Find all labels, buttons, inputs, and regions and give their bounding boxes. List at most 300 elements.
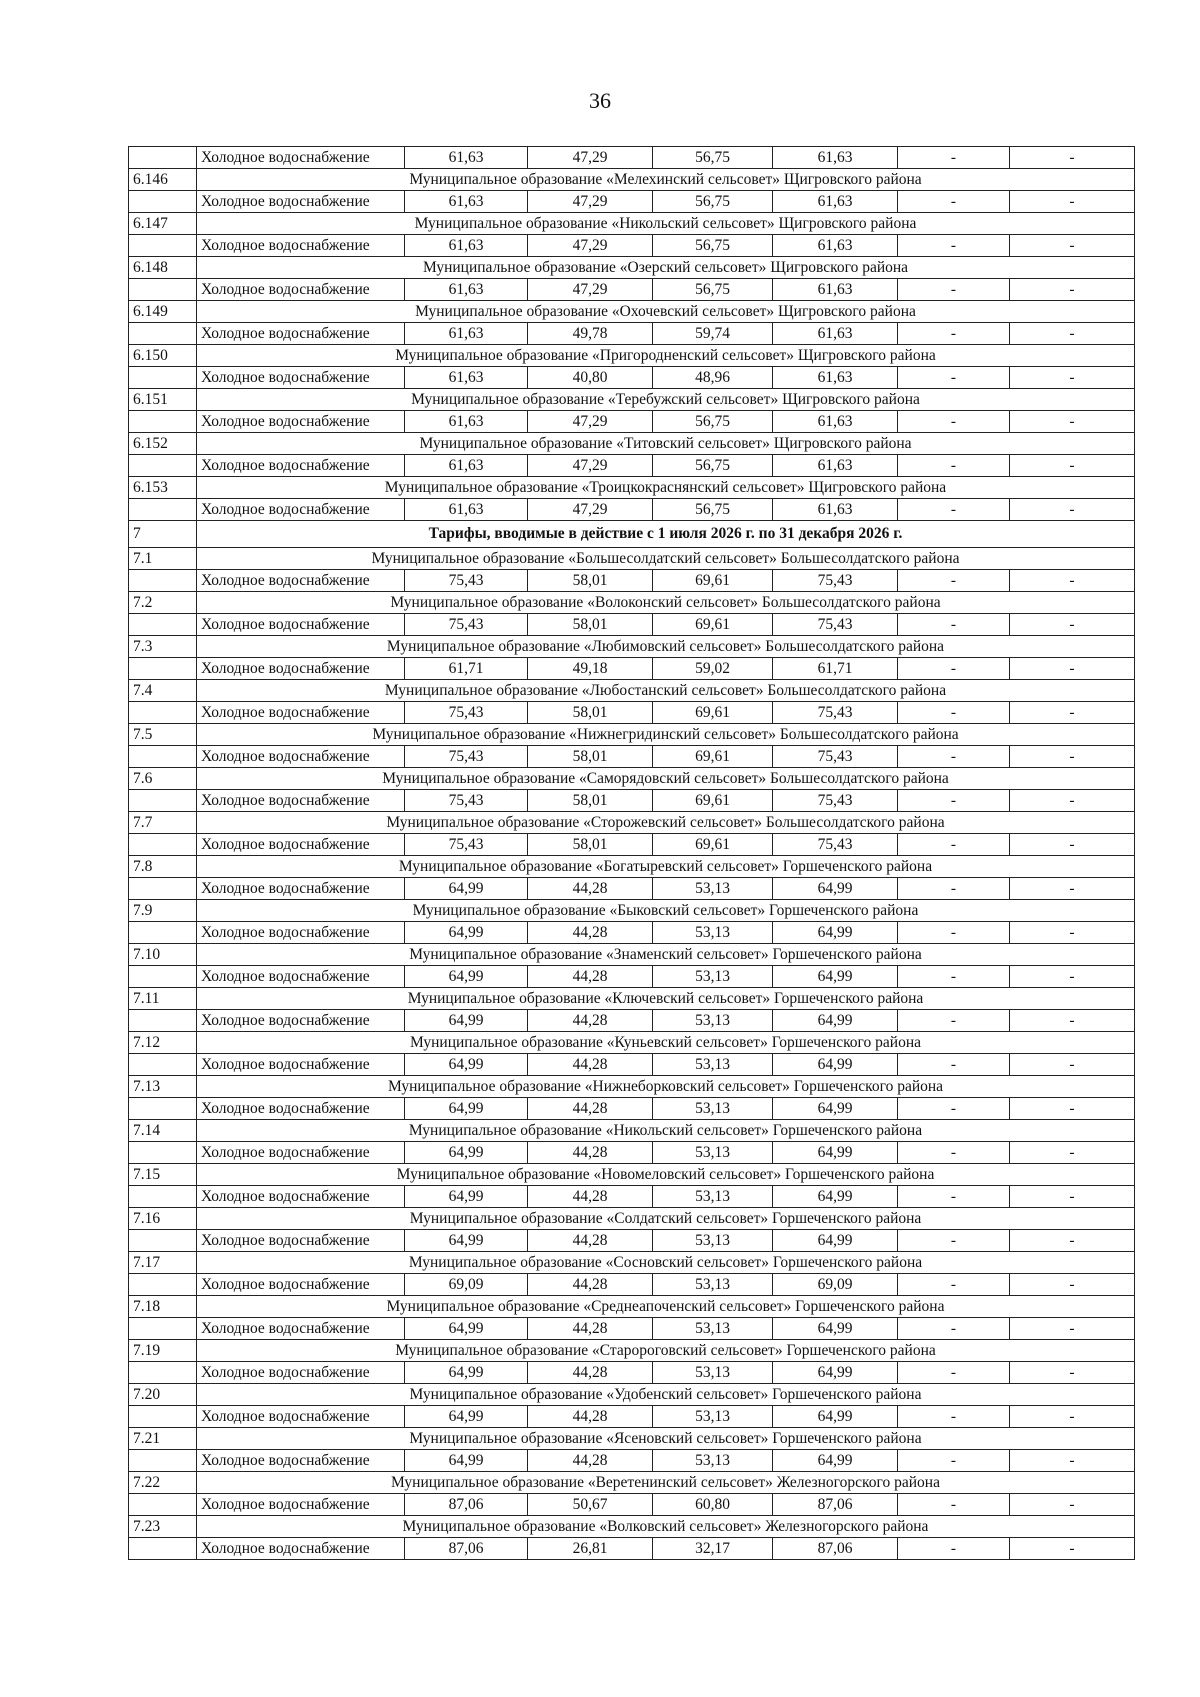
municipality-row xyxy=(129,724,1135,746)
tariff-value-cell: 75,43 xyxy=(773,614,898,636)
row-number-cell xyxy=(129,1494,197,1516)
service-name-cell: Холодное водоснабжение xyxy=(197,235,405,257)
service-name-cell: Холодное водоснабжение xyxy=(197,1406,405,1428)
tariff-value-cell: 69,61 xyxy=(653,746,773,768)
tariff-value-cell: - xyxy=(898,411,1010,433)
row-number-cell: 6.153 xyxy=(129,477,197,499)
tariff-value-cell: 61,63 xyxy=(405,367,528,389)
service-name-cell: Холодное водоснабжение xyxy=(197,1142,405,1164)
tariff-row xyxy=(129,746,1135,768)
tariff-value-cell: 75,43 xyxy=(773,834,898,856)
row-number-cell xyxy=(129,1274,197,1296)
tariff-value-cell: 53,13 xyxy=(653,1230,773,1252)
tariff-value-cell: 58,01 xyxy=(528,834,653,856)
municipality-name-cell: Муниципальное образование «Среднеапоченский сельсовет» Горшеченского района xyxy=(197,1296,1135,1318)
section-title-cell: Тарифы, вводимые в действие с 1 июля 2026 г. по 31 декабря 2026 г. xyxy=(197,521,1135,548)
tariff-row xyxy=(129,1538,1135,1560)
tariff-row xyxy=(129,1362,1135,1384)
municipality-row xyxy=(129,1208,1135,1230)
tariff-value-cell: 53,13 xyxy=(653,1450,773,1472)
tariff-row xyxy=(129,658,1135,680)
tariff-value-cell: 64,99 xyxy=(773,966,898,988)
tariff-value-cell: - xyxy=(1010,834,1135,856)
service-name-cell: Холодное водоснабжение xyxy=(197,1186,405,1208)
tariff-value-cell: 75,43 xyxy=(405,790,528,812)
service-name-cell: Холодное водоснабжение xyxy=(197,966,405,988)
row-number-cell: 6.147 xyxy=(129,213,197,235)
row-number-cell: 7.9 xyxy=(129,900,197,922)
service-name-cell: Холодное водоснабжение xyxy=(197,790,405,812)
tariff-value-cell: 61,63 xyxy=(773,411,898,433)
tariff-value-cell: - xyxy=(898,878,1010,900)
row-number-cell xyxy=(129,878,197,900)
tariff-value-cell: 58,01 xyxy=(528,746,653,768)
tariff-row xyxy=(129,702,1135,724)
tariff-value-cell: - xyxy=(1010,323,1135,345)
tariff-value-cell: - xyxy=(1010,279,1135,301)
row-number-cell: 7.6 xyxy=(129,768,197,790)
tariff-value-cell: 53,13 xyxy=(653,1362,773,1384)
tariff-value-cell: - xyxy=(898,1142,1010,1164)
tariff-value-cell: 32,17 xyxy=(653,1538,773,1560)
tariff-value-cell: - xyxy=(898,1186,1010,1208)
municipality-row xyxy=(129,257,1135,279)
tariff-row xyxy=(129,1494,1135,1516)
tariff-row xyxy=(129,147,1135,169)
service-name-cell: Холодное водоснабжение xyxy=(197,499,405,521)
tariff-value-cell: - xyxy=(1010,922,1135,944)
row-number-cell: 7.18 xyxy=(129,1296,197,1318)
tariff-row xyxy=(129,191,1135,213)
municipality-row xyxy=(129,988,1135,1010)
service-name-cell: Холодное водоснабжение xyxy=(197,1274,405,1296)
service-name-cell: Холодное водоснабжение xyxy=(197,323,405,345)
row-number-cell xyxy=(129,1450,197,1472)
tariff-row xyxy=(129,279,1135,301)
row-number-cell: 7.15 xyxy=(129,1164,197,1186)
row-number-cell: 7.20 xyxy=(129,1384,197,1406)
service-name-cell: Холодное водоснабжение xyxy=(197,834,405,856)
row-number-cell xyxy=(129,147,197,169)
row-number-cell: 6.146 xyxy=(129,169,197,191)
row-number-cell xyxy=(129,922,197,944)
tariff-row xyxy=(129,614,1135,636)
tariff-row xyxy=(129,1450,1135,1472)
tariff-value-cell: - xyxy=(898,455,1010,477)
tariff-value-cell: 47,29 xyxy=(528,411,653,433)
row-number-cell xyxy=(129,323,197,345)
row-number-cell xyxy=(129,790,197,812)
tariff-value-cell: - xyxy=(1010,878,1135,900)
row-number-cell: 7.13 xyxy=(129,1076,197,1098)
tariff-value-cell: 44,28 xyxy=(528,1450,653,1472)
tariff-value-cell: 56,75 xyxy=(653,455,773,477)
row-number-cell xyxy=(129,1010,197,1032)
row-number-cell xyxy=(129,1538,197,1560)
tariff-value-cell: - xyxy=(1010,1054,1135,1076)
tariff-value-cell: 47,29 xyxy=(528,191,653,213)
tariff-value-cell: 61,63 xyxy=(405,235,528,257)
tariff-value-cell: 61,71 xyxy=(405,658,528,680)
tariff-value-cell: 69,61 xyxy=(653,570,773,592)
tariff-value-cell: - xyxy=(898,235,1010,257)
municipality-row xyxy=(129,345,1135,367)
tariff-value-cell: 44,28 xyxy=(528,1054,653,1076)
row-number-cell xyxy=(129,499,197,521)
tariff-value-cell: 69,09 xyxy=(405,1274,528,1296)
row-number-cell xyxy=(129,455,197,477)
tariff-value-cell: - xyxy=(898,1098,1010,1120)
tariff-value-cell: 64,99 xyxy=(405,1142,528,1164)
row-number-cell xyxy=(129,1098,197,1120)
tariff-value-cell: - xyxy=(1010,570,1135,592)
row-number-cell xyxy=(129,411,197,433)
tariff-value-cell: 75,43 xyxy=(773,746,898,768)
row-number-cell xyxy=(129,658,197,680)
tariff-value-cell: - xyxy=(1010,1406,1135,1428)
tariff-value-cell: 69,61 xyxy=(653,702,773,724)
service-name-cell: Холодное водоснабжение xyxy=(197,570,405,592)
tariff-value-cell: 61,63 xyxy=(405,455,528,477)
tariff-value-cell: 61,63 xyxy=(405,411,528,433)
tariff-value-cell: 64,99 xyxy=(405,1362,528,1384)
service-name-cell: Холодное водоснабжение xyxy=(197,1450,405,1472)
municipality-name-cell: Муниципальное образование «Волковский сельсовет» Железногорского района xyxy=(197,1516,1135,1538)
tariff-value-cell: 44,28 xyxy=(528,1318,653,1340)
tariff-value-cell: 58,01 xyxy=(528,614,653,636)
row-number-cell: 7.10 xyxy=(129,944,197,966)
tariff-value-cell: - xyxy=(1010,1142,1135,1164)
row-number-cell xyxy=(129,1362,197,1384)
tariff-value-cell: 87,06 xyxy=(773,1494,898,1516)
tariff-value-cell: - xyxy=(1010,1230,1135,1252)
tariff-value-cell: 87,06 xyxy=(405,1494,528,1516)
municipality-row xyxy=(129,636,1135,658)
service-name-cell: Холодное водоснабжение xyxy=(197,614,405,636)
tariff-value-cell: - xyxy=(1010,1010,1135,1032)
row-number-cell xyxy=(129,570,197,592)
tariff-row xyxy=(129,323,1135,345)
tariff-value-cell: - xyxy=(1010,367,1135,389)
tariff-value-cell: 61,63 xyxy=(773,147,898,169)
tariff-value-cell: - xyxy=(1010,499,1135,521)
tariff-value-cell: 53,13 xyxy=(653,1318,773,1340)
tariff-value-cell: - xyxy=(898,1054,1010,1076)
tariff-value-cell: 75,43 xyxy=(773,702,898,724)
row-number-cell xyxy=(129,1054,197,1076)
tariff-value-cell: 50,67 xyxy=(528,1494,653,1516)
tariff-value-cell: 56,75 xyxy=(653,191,773,213)
tariff-value-cell: 64,99 xyxy=(773,1318,898,1340)
row-number-cell: 6.150 xyxy=(129,345,197,367)
tariff-value-cell: - xyxy=(898,746,1010,768)
municipality-name-cell: Муниципальное образование «Мелехинский сельсовет» Щигровского района xyxy=(197,169,1135,191)
section-header-row xyxy=(129,521,1135,548)
tariff-value-cell: - xyxy=(898,147,1010,169)
tariff-value-cell: 48,96 xyxy=(653,367,773,389)
tariff-value-cell: 44,28 xyxy=(528,1274,653,1296)
tariff-value-cell: 64,99 xyxy=(405,1230,528,1252)
row-number-cell xyxy=(129,746,197,768)
service-name-cell: Холодное водоснабжение xyxy=(197,1538,405,1560)
tariff-value-cell: 58,01 xyxy=(528,790,653,812)
tariff-value-cell: - xyxy=(1010,1362,1135,1384)
tariff-value-cell: 61,63 xyxy=(405,323,528,345)
municipality-name-cell: Муниципальное образование «Ясеновский сельсовет» Горшеченского района xyxy=(197,1428,1135,1450)
municipality-row xyxy=(129,1164,1135,1186)
row-number-cell: 6.148 xyxy=(129,257,197,279)
tariff-value-cell: 61,63 xyxy=(773,499,898,521)
municipality-name-cell: Муниципальное образование «Никольский сельсовет» Щигровского района xyxy=(197,213,1135,235)
tariff-value-cell: - xyxy=(1010,1494,1135,1516)
row-number-cell: 7.21 xyxy=(129,1428,197,1450)
tariff-value-cell: - xyxy=(1010,455,1135,477)
tariff-value-cell: - xyxy=(898,702,1010,724)
tariff-value-cell: - xyxy=(898,279,1010,301)
tariff-row xyxy=(129,499,1135,521)
tariff-value-cell: 56,75 xyxy=(653,147,773,169)
tariff-table-body xyxy=(129,147,1135,1560)
row-number-cell: 7.22 xyxy=(129,1472,197,1494)
tariff-row xyxy=(129,790,1135,812)
tariff-value-cell: 64,99 xyxy=(773,878,898,900)
tariff-value-cell: 47,29 xyxy=(528,499,653,521)
municipality-row xyxy=(129,1340,1135,1362)
tariff-value-cell: 61,63 xyxy=(773,279,898,301)
tariff-row xyxy=(129,1054,1135,1076)
tariff-value-cell: 58,01 xyxy=(528,570,653,592)
municipality-name-cell: Муниципальное образование «Озерский сельсовет» Щигровского района xyxy=(197,257,1135,279)
municipality-name-cell: Муниципальное образование «Любостанский сельсовет» Большесолдатского района xyxy=(197,680,1135,702)
tariff-value-cell: 47,29 xyxy=(528,147,653,169)
service-name-cell: Холодное водоснабжение xyxy=(197,922,405,944)
tariff-value-cell: 75,43 xyxy=(405,570,528,592)
row-number-cell: 7.11 xyxy=(129,988,197,1010)
tariff-value-cell: - xyxy=(898,1318,1010,1340)
municipality-row xyxy=(129,1516,1135,1538)
municipality-name-cell: Муниципальное образование «Знаменский сельсовет» Горшеченского района xyxy=(197,944,1135,966)
service-name-cell: Холодное водоснабжение xyxy=(197,279,405,301)
municipality-name-cell: Муниципальное образование «Новомеловский сельсовет» Горшеченского района xyxy=(197,1164,1135,1186)
tariff-value-cell: - xyxy=(1010,1274,1135,1296)
row-number-cell: 7.4 xyxy=(129,680,197,702)
tariff-value-cell: 60,80 xyxy=(653,1494,773,1516)
tariff-value-cell: 53,13 xyxy=(653,1054,773,1076)
tariff-row xyxy=(129,878,1135,900)
tariff-value-cell: - xyxy=(898,922,1010,944)
tariff-value-cell: 61,63 xyxy=(773,191,898,213)
row-number-cell: 7.8 xyxy=(129,856,197,878)
tariff-value-cell: 49,18 xyxy=(528,658,653,680)
tariff-value-cell: 69,61 xyxy=(653,790,773,812)
municipality-row xyxy=(129,389,1135,411)
tariff-value-cell: - xyxy=(1010,702,1135,724)
tariff-value-cell: 64,99 xyxy=(773,1406,898,1428)
tariff-value-cell: - xyxy=(898,1450,1010,1472)
municipality-row xyxy=(129,477,1135,499)
tariff-value-cell: 53,13 xyxy=(653,1098,773,1120)
tariff-row xyxy=(129,1406,1135,1428)
tariff-value-cell: 61,63 xyxy=(773,367,898,389)
tariff-value-cell: 61,63 xyxy=(405,191,528,213)
tariff-value-cell: 44,28 xyxy=(528,1010,653,1032)
tariff-value-cell: - xyxy=(1010,1186,1135,1208)
tariff-value-cell: 49,78 xyxy=(528,323,653,345)
tariff-value-cell: - xyxy=(898,966,1010,988)
municipality-row xyxy=(129,944,1135,966)
tariff-value-cell: - xyxy=(1010,790,1135,812)
row-number-cell: 7 xyxy=(129,521,197,548)
municipality-name-cell: Муниципальное образование «Старороговский сельсовет» Горшеченского района xyxy=(197,1340,1135,1362)
row-number-cell: 7.2 xyxy=(129,592,197,614)
row-number-cell: 6.151 xyxy=(129,389,197,411)
tariff-value-cell: 58,01 xyxy=(528,702,653,724)
tariff-value-cell: 47,29 xyxy=(528,279,653,301)
service-name-cell: Холодное водоснабжение xyxy=(197,411,405,433)
municipality-row xyxy=(129,680,1135,702)
municipality-row xyxy=(129,548,1135,570)
row-number-cell: 7.5 xyxy=(129,724,197,746)
row-number-cell: 6.152 xyxy=(129,433,197,455)
tariff-row xyxy=(129,570,1135,592)
service-name-cell: Холодное водоснабжение xyxy=(197,746,405,768)
tariff-value-cell: 64,99 xyxy=(405,1054,528,1076)
tariff-row xyxy=(129,1230,1135,1252)
tariff-value-cell: 61,63 xyxy=(773,455,898,477)
tariff-value-cell: 44,28 xyxy=(528,1230,653,1252)
service-name-cell: Холодное водоснабжение xyxy=(197,658,405,680)
tariff-value-cell: 44,28 xyxy=(528,922,653,944)
municipality-name-cell: Муниципальное образование «Быковский сельсовет» Горшеченского района xyxy=(197,900,1135,922)
tariff-row xyxy=(129,455,1135,477)
tariff-value-cell: - xyxy=(898,1494,1010,1516)
row-number-cell xyxy=(129,235,197,257)
service-name-cell: Холодное водоснабжение xyxy=(197,702,405,724)
tariff-value-cell: 64,99 xyxy=(405,1450,528,1472)
municipality-name-cell: Муниципальное образование «Сосновский сельсовет» Горшеченского района xyxy=(197,1252,1135,1274)
municipality-row xyxy=(129,1472,1135,1494)
tariff-value-cell: - xyxy=(898,499,1010,521)
tariff-value-cell: - xyxy=(898,570,1010,592)
municipality-row xyxy=(129,1120,1135,1142)
row-number-cell xyxy=(129,1186,197,1208)
tariff-value-cell: 64,99 xyxy=(405,1318,528,1340)
row-number-cell xyxy=(129,191,197,213)
tariff-value-cell: 59,02 xyxy=(653,658,773,680)
tariff-value-cell: 53,13 xyxy=(653,878,773,900)
row-number-cell xyxy=(129,1406,197,1428)
tariff-value-cell: 61,63 xyxy=(405,499,528,521)
tariff-value-cell: 53,13 xyxy=(653,1142,773,1164)
tariff-value-cell: 44,28 xyxy=(528,878,653,900)
tariff-value-cell: 64,99 xyxy=(773,1142,898,1164)
tariff-value-cell: 75,43 xyxy=(773,570,898,592)
municipality-row xyxy=(129,592,1135,614)
tariff-value-cell: 64,99 xyxy=(773,922,898,944)
tariff-row xyxy=(129,1274,1135,1296)
tariff-value-cell: 61,63 xyxy=(773,323,898,345)
municipality-name-cell: Муниципальное образование «Богатыревский сельсовет» Горшеченского района xyxy=(197,856,1135,878)
tariff-value-cell: - xyxy=(898,1010,1010,1032)
row-number-cell xyxy=(129,834,197,856)
tariff-value-cell: 53,13 xyxy=(653,1010,773,1032)
tariff-value-cell: 56,75 xyxy=(653,499,773,521)
tariff-value-cell: 64,99 xyxy=(405,966,528,988)
municipality-row xyxy=(129,1296,1135,1318)
municipality-name-cell: Муниципальное образование «Веретенинский сельсовет» Железногорского района xyxy=(197,1472,1135,1494)
tariff-value-cell: 75,43 xyxy=(405,614,528,636)
tariff-value-cell: 53,13 xyxy=(653,1406,773,1428)
tariff-value-cell: 64,99 xyxy=(773,1098,898,1120)
tariff-value-cell: 59,74 xyxy=(653,323,773,345)
tariff-value-cell: 64,99 xyxy=(773,1230,898,1252)
tariff-value-cell: 69,09 xyxy=(773,1274,898,1296)
tariff-value-cell: 53,13 xyxy=(653,922,773,944)
municipality-row xyxy=(129,213,1135,235)
tariff-value-cell: - xyxy=(1010,235,1135,257)
service-name-cell: Холодное водоснабжение xyxy=(197,878,405,900)
municipality-name-cell: Муниципальное образование «Троицкокраснянский сельсовет» Щигровского района xyxy=(197,477,1135,499)
tariff-row xyxy=(129,411,1135,433)
municipality-name-cell: Муниципальное образование «Ключевский сельсовет» Горшеченского района xyxy=(197,988,1135,1010)
row-number-cell: 7.3 xyxy=(129,636,197,658)
tariff-value-cell: 87,06 xyxy=(773,1538,898,1560)
tariff-value-cell: 44,28 xyxy=(528,966,653,988)
row-number-cell: 7.12 xyxy=(129,1032,197,1054)
tariff-value-cell: - xyxy=(1010,191,1135,213)
tariff-value-cell: - xyxy=(1010,147,1135,169)
municipality-row xyxy=(129,856,1135,878)
tariff-value-cell: 64,99 xyxy=(405,1098,528,1120)
tariff-row xyxy=(129,966,1135,988)
tariff-value-cell: 53,13 xyxy=(653,966,773,988)
municipality-name-cell: Муниципальное образование «Саморядовский сельсовет» Большесолдатского района xyxy=(197,768,1135,790)
tariff-value-cell: 64,99 xyxy=(405,1406,528,1428)
row-number-cell xyxy=(129,1318,197,1340)
tariff-value-cell: 53,13 xyxy=(653,1274,773,1296)
tariff-value-cell: 75,43 xyxy=(405,702,528,724)
tariff-value-cell: - xyxy=(898,658,1010,680)
tariff-value-cell: 56,75 xyxy=(653,235,773,257)
tariff-value-cell: - xyxy=(1010,411,1135,433)
tariff-value-cell: - xyxy=(898,1362,1010,1384)
municipality-row xyxy=(129,169,1135,191)
municipality-row xyxy=(129,1252,1135,1274)
tariff-value-cell: 64,99 xyxy=(405,1010,528,1032)
tariff-value-cell: - xyxy=(1010,614,1135,636)
municipality-name-cell: Муниципальное образование «Теребужский сельсовет» Щигровского района xyxy=(197,389,1135,411)
tariff-value-cell: - xyxy=(1010,1098,1135,1120)
row-number-cell: 7.19 xyxy=(129,1340,197,1362)
municipality-name-cell: Муниципальное образование «Удобенский сельсовет» Горшеченского района xyxy=(197,1384,1135,1406)
tariff-value-cell: - xyxy=(898,367,1010,389)
tariff-row xyxy=(129,367,1135,389)
municipality-name-cell: Муниципальное образование «Волоконский сельсовет» Большесолдатского района xyxy=(197,592,1135,614)
municipality-name-cell: Муниципальное образование «Куньевский сельсовет» Горшеченского района xyxy=(197,1032,1135,1054)
row-number-cell: 7.1 xyxy=(129,548,197,570)
tariff-value-cell: 69,61 xyxy=(653,614,773,636)
service-name-cell: Холодное водоснабжение xyxy=(197,1054,405,1076)
tariff-value-cell: 64,99 xyxy=(405,1186,528,1208)
tariff-row xyxy=(129,1142,1135,1164)
row-number-cell: 7.7 xyxy=(129,812,197,834)
service-name-cell: Холодное водоснабжение xyxy=(197,1230,405,1252)
tariff-value-cell: 44,28 xyxy=(528,1362,653,1384)
service-name-cell: Холодное водоснабжение xyxy=(197,455,405,477)
service-name-cell: Холодное водоснабжение xyxy=(197,1362,405,1384)
tariff-row xyxy=(129,1010,1135,1032)
tariff-value-cell: 64,99 xyxy=(405,878,528,900)
